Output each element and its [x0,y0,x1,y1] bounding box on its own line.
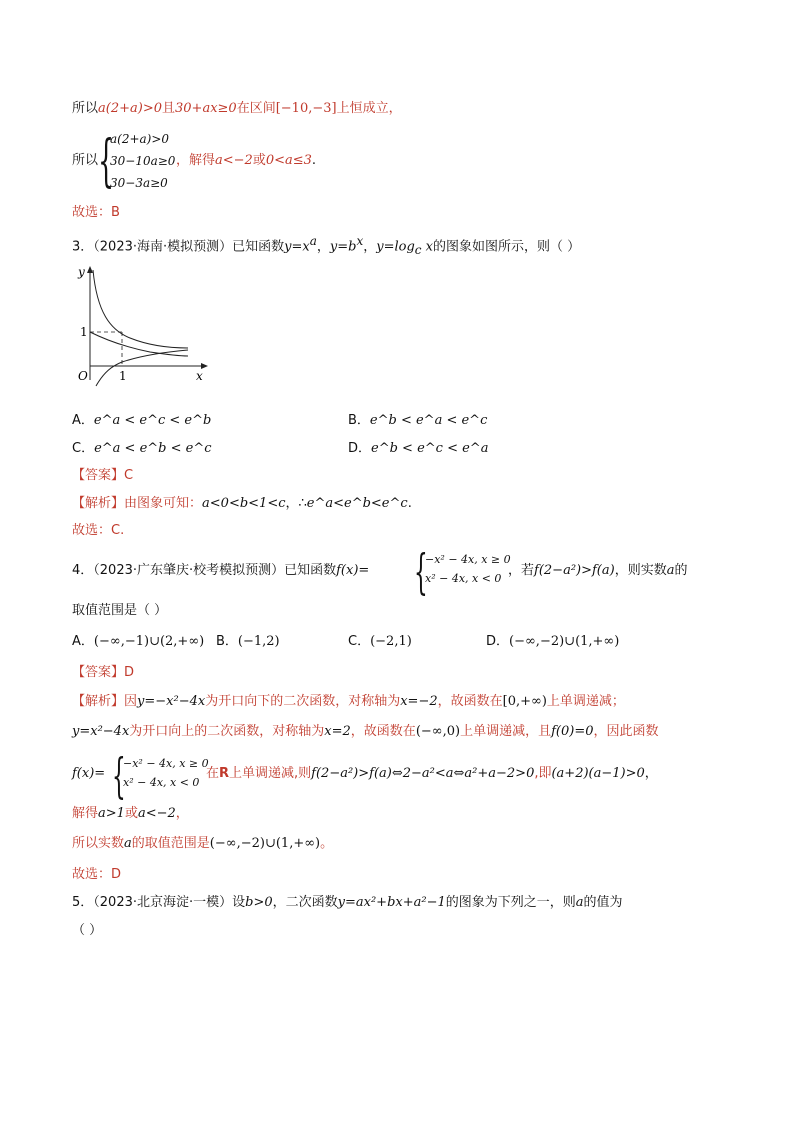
option-label: B． [216,634,238,649]
text: ， [316,239,330,255]
text: ， [175,806,189,821]
text: 或 [124,806,138,821]
tick-label-x: 1 [119,369,127,383]
piecewise [123,754,209,792]
text: 4．（2023·广东肇庆·校考模拟预测）已知函数 [72,563,337,578]
curve-exponential [90,332,188,356]
y-arrow-icon [87,266,93,273]
math: f(2−a²)>f(a)⇔2−a²<a⇔a²+a−2>0 [311,766,535,781]
piece: −x² − 4x, x ≥ 0 [123,757,209,770]
text: 所以 [72,101,99,116]
math: [0,+∞) [502,694,547,709]
answer-select: 故选：C. [72,523,125,538]
solution-label: 【解析】 [72,496,125,511]
math: y=x²−4x [72,724,130,739]
equation-row: a(2+a)>0 [110,132,170,146]
text: ，解得 [176,153,216,168]
text: ，二次函数 [272,895,338,910]
math: a [309,234,317,248]
answer-value: C [124,468,134,483]
text-line [72,100,402,118]
text: 由图象可知： [124,496,203,511]
option-value: (−∞,−2)∪(1,+∞) [509,634,620,649]
solution-line [72,805,189,823]
text: 上单调递减，且 [460,724,552,739]
option-label: C． [348,634,371,649]
math: f(2−a²)>f(a) [534,563,615,578]
math: f(x)= [72,766,106,781]
text: 取值范围是（ ） [72,603,168,618]
math: y=ax²+bx+a²−1 [337,895,446,910]
text: 上单调递减； [546,694,625,709]
text: ， [363,239,377,255]
text: 的图象为下列之一，则 [445,895,576,910]
text: 且 [162,101,176,116]
origin-label: O [78,369,88,383]
option-label: C． [72,441,95,456]
solution-line [72,723,659,741]
math: a>1 [98,806,125,821]
text: 上恒成立， [336,101,402,116]
text: 的 [674,563,688,578]
option-value: e^a < e^b < e^c [94,441,212,456]
math: a<−2 [137,806,176,821]
tick-label-y: 1 [80,325,88,339]
option-label: A． [72,634,94,649]
text: ,即 [534,766,552,781]
equation-system [110,128,175,194]
option-value: (−2,1) [370,634,412,649]
solution [72,495,412,513]
brace: { [414,544,428,600]
text: ，∴ [285,496,307,511]
math: c [414,242,422,257]
text: ， [644,766,658,781]
math: a [666,563,675,578]
math: (−∞,−2)∪(1,+∞) [209,836,321,851]
answer [72,664,134,682]
option-a[interactable] [72,412,211,430]
text: 为开口向上的二次函数，对称轴为 [129,724,325,739]
answer [72,467,133,485]
math: f(0)=0 [551,724,594,739]
text: ，则实数 [614,563,667,578]
text: . [311,153,317,168]
math: a<0<b<1<c [202,496,286,511]
math: a<−2 [215,153,253,168]
option-label: D． [348,441,372,456]
text: 的取值范围是 [131,836,210,851]
text: 所以 [72,153,99,168]
math: y=x [284,239,310,255]
brace: { [98,129,115,194]
option-b[interactable] [348,412,487,430]
brace: { [112,748,126,804]
answer-value: D [124,665,135,680]
text: 。 [320,836,334,851]
solution-label: 【解析】 [72,694,125,709]
math: a [575,895,584,910]
option-value: e^b < e^a < e^c [369,413,488,428]
math: e^a<e^b<e^c [306,496,408,511]
text: . [407,496,412,511]
option-c[interactable] [72,440,212,458]
option-label: D． [486,634,510,649]
option-value: e^b < e^c < e^a [371,441,489,456]
math: b>0 [245,895,273,910]
piece: −x² − 4x, x ≥ 0 [425,553,511,566]
text: ，因此函数 [593,724,659,739]
math: y=log [376,239,415,255]
answer-label: 【答案】 [72,665,125,680]
equation-row: 30−10a≥0 [110,154,176,168]
piecewise [425,550,511,588]
function-graph [70,262,220,390]
answer-select: 故选：D [72,867,122,882]
text: ，若 [508,563,535,578]
math: 0<a≤3 [265,153,312,168]
math: (a+2)(a−1)>0 [551,766,645,781]
question-4 [72,562,369,580]
text: 解得 [72,806,99,821]
text-line [508,562,688,580]
option-a[interactable] [72,633,204,651]
text: （ ） [72,923,103,938]
question-5 [72,894,623,912]
equation-row: 30−3a≥0 [110,176,168,190]
text: 上单调递减,则 [229,766,312,781]
y-label: y [78,265,85,279]
piece: x² − 4x, x < 0 [425,572,502,585]
math: x=−2 [400,694,438,709]
text: 5．（2023·北京海淀·一模）设 [72,895,246,910]
math: x=2 [324,724,351,739]
option-b[interactable] [216,633,280,651]
math: x [421,239,433,255]
option-d[interactable] [486,633,619,651]
text: R [219,766,230,781]
question-3 [72,232,580,259]
math: [−10,−3] [275,101,337,116]
text: 在 [206,766,220,781]
x-label: x [196,369,203,383]
math: x [356,234,364,248]
curve-power [93,270,188,348]
option-label: A． [72,413,94,428]
answer-select: 故选：B [72,205,120,220]
option-label: B． [348,413,370,428]
math: a(2+a)>0 [98,101,162,116]
solution [72,693,625,711]
option-value: e^a < e^c < e^b [93,413,212,428]
solution-line [72,835,333,853]
option-value: (−∞,−1)∪(2,+∞) [93,634,205,649]
solution-line [206,765,658,783]
math: f(x)= [336,563,370,578]
text: 的图象如图所示，则（ ） [432,239,581,255]
text: ，故函数在 [350,724,416,739]
option-d[interactable] [348,440,488,458]
text: 所以实数 [72,836,125,851]
text: ，故函数在 [437,694,503,709]
option-c[interactable] [348,633,412,651]
text: 3．（2023·海南·模拟预测）已知函数 [72,239,285,255]
math: y=b [329,239,357,255]
math: a [124,836,132,851]
math: 30+ax≥0 [175,101,237,116]
option-value: (−1,2) [237,634,280,649]
answer-label: 【答案】 [72,468,125,483]
math: y=−x²−4x [137,694,206,709]
text: 因 [124,694,138,709]
piece: x² − 4x, x < 0 [123,776,200,789]
text-line [176,152,316,170]
math: (−∞,0) [415,724,461,739]
text: 或 [252,153,266,168]
text: 为开口向下的二次函数，对称轴为 [205,694,401,709]
text: 在区间 [236,101,276,116]
text: 的值为 [583,895,623,910]
